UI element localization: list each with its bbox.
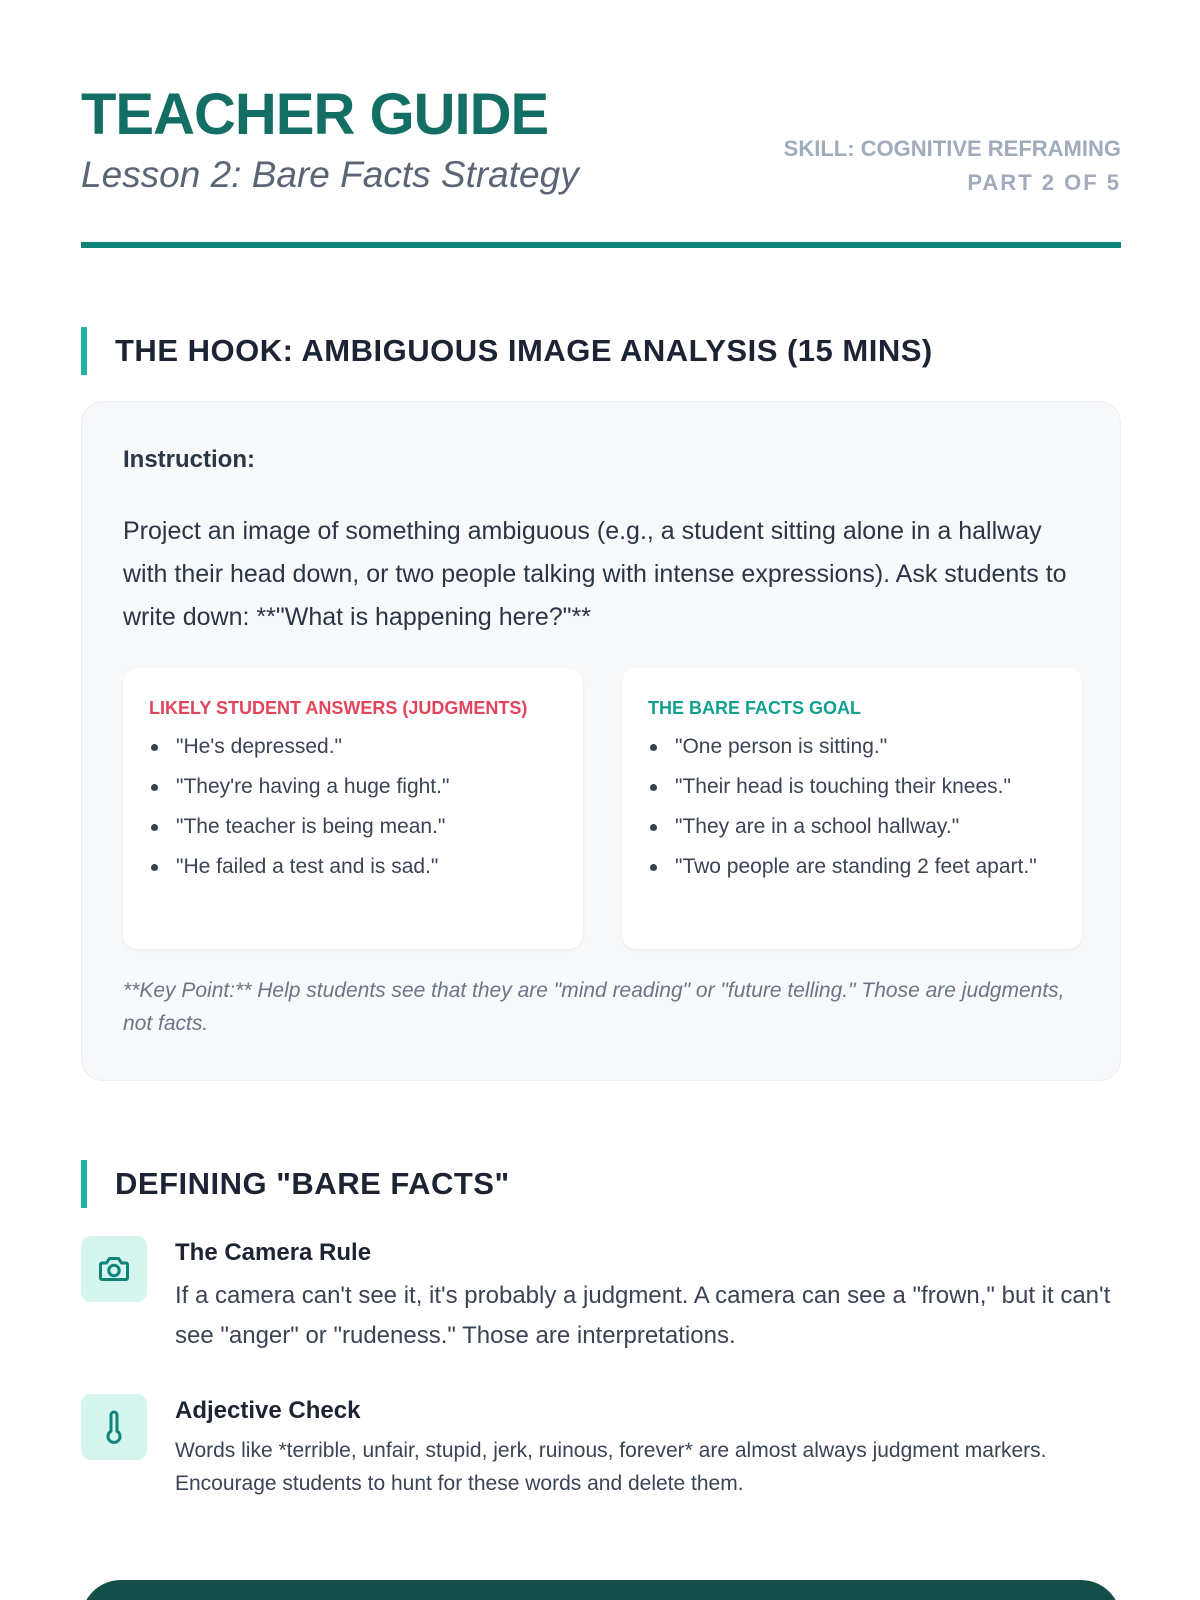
list-item: "The teacher is being mean." (149, 810, 557, 843)
page-title: TEACHER GUIDE (81, 82, 549, 147)
facts-list (648, 730, 1056, 883)
list-item: "They are in a school hallway." (648, 810, 1056, 843)
lesson-meta (784, 132, 1121, 200)
part-label: PART 2 OF 5 (967, 170, 1121, 195)
facts-box (622, 668, 1082, 949)
adjective-check-text: Words like *terrible, unfair, stupid, jerk, ruinous, forever* are almost always judgment markers. Encourage students to hunt for these words and delete them. (175, 1439, 1047, 1495)
teacher-guide-page (81, 0, 1121, 1600)
adjective-check-title: Adjective Check (175, 1397, 361, 1424)
list-item: "He failed a test and is sad." (149, 850, 557, 883)
facts-heading: THE BARE FACTS GOAL (648, 698, 862, 718)
hook-card (81, 401, 1121, 1081)
camera-icon (81, 1236, 147, 1302)
list-item: "They're having a huge fight." (149, 770, 557, 803)
bottom-banner (81, 1580, 1121, 1600)
page-header (81, 80, 1121, 248)
instruction-label: Instruction: (123, 446, 255, 473)
lesson-subtitle: Lesson 2: Bare Facts Strategy (81, 154, 579, 195)
list-item: "Two people are standing 2 feet apart." (648, 850, 1056, 883)
list-item: "Their head is touching their knees." (648, 770, 1056, 803)
key-point-note: **Key Point:** Help students see that they are "mind reading" or "future telling." Those are judgments, not facts. (123, 979, 1065, 1035)
list-item: "One person is sitting." (648, 730, 1056, 763)
list-item: "He's depressed." (149, 730, 557, 763)
thermometer-icon (81, 1394, 147, 1460)
judgments-heading: LIKELY STUDENT ANSWERS (JUDGMENTS) (149, 698, 528, 718)
judgments-list (149, 730, 557, 883)
defining-section-heading: DEFINING "BARE FACTS" (81, 1160, 1121, 1208)
camera-rule-text: If a camera can't see it, it's probably a judgment. A camera can see a "frown," but it can't see "anger" or "rudeness." Those are interpretations. (175, 1282, 1111, 1349)
hook-section-heading: THE HOOK: AMBIGUOUS IMAGE ANALYSIS (15 MINS) (81, 327, 1121, 375)
skill-label: SKILL: COGNITIVE REFRAMING (783, 136, 1121, 161)
instruction-text: Project an image of something ambiguous (e.g., a student sitting alone in a hallway with their head down, or two people talking with intense expressions). Ask students to write down: **"What is happening here?"** (123, 517, 1067, 631)
judgments-box (123, 668, 583, 949)
camera-rule-title: The Camera Rule (175, 1239, 372, 1266)
